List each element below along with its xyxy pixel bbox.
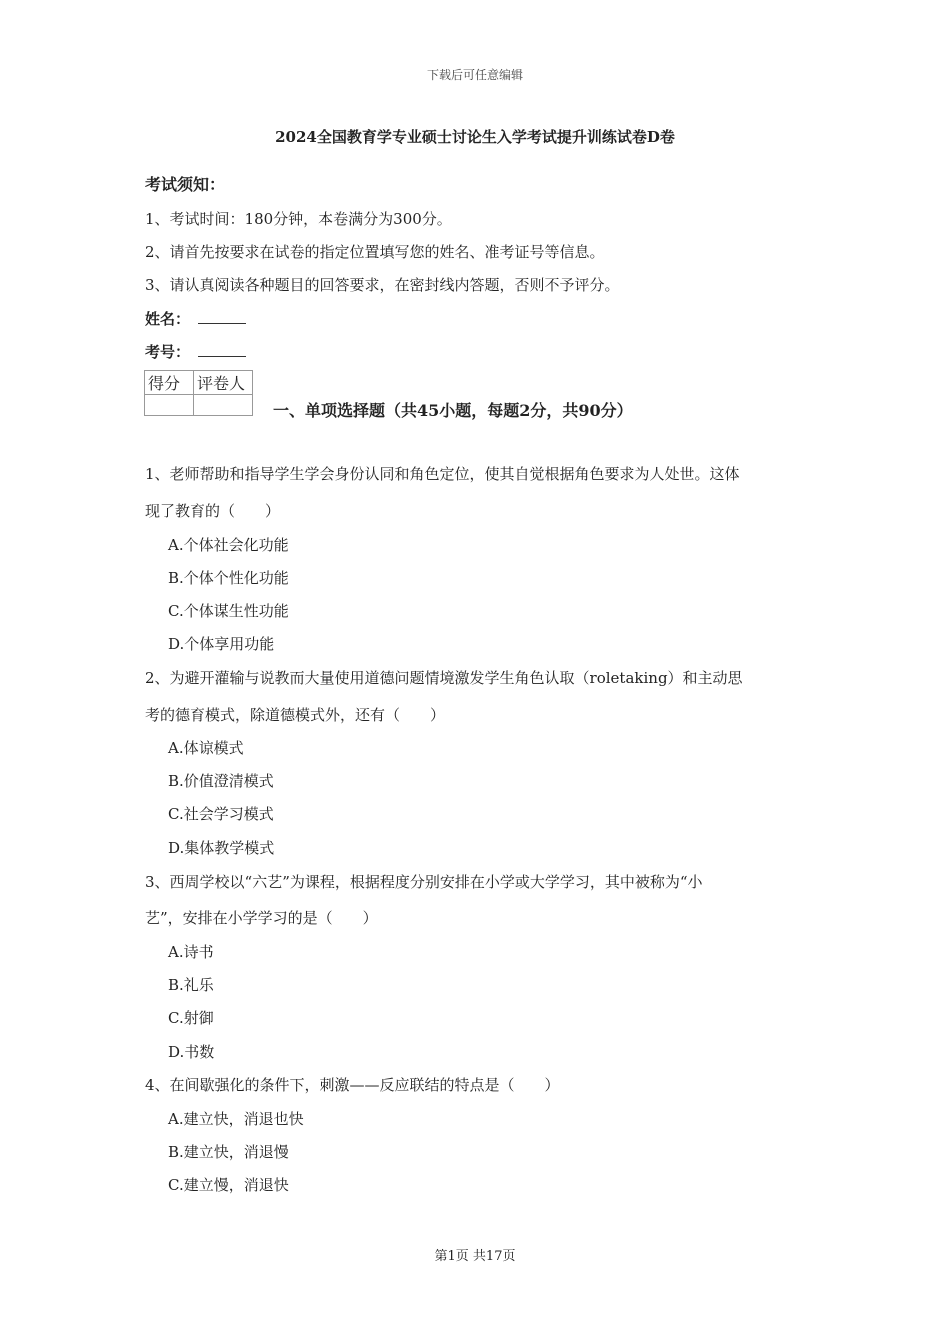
score-cell: [145, 395, 194, 416]
question-option: B.礼乐: [168, 976, 214, 994]
name-blank: [198, 309, 246, 324]
question-text: 艺”，安排在小学学习的是（ ）: [145, 909, 378, 927]
question-option: B.价值澄清模式: [168, 772, 274, 790]
question-option: A.建立快，消退也快: [168, 1110, 304, 1128]
question-option: C.个体谋生性功能: [168, 602, 289, 620]
question-text: 考的德育模式，除道德模式外，还有（ ）: [145, 706, 446, 724]
question-option: C.射御: [168, 1009, 214, 1027]
question-option: B.建立快，消退慢: [168, 1143, 289, 1161]
notice-item: 1、考试时间：180分钟，本卷满分为300分。: [145, 210, 452, 228]
name-label: 姓名：: [145, 310, 191, 328]
question-option: A.诗书: [168, 943, 214, 961]
header-note: 下载后可任意编辑: [426, 68, 523, 82]
question-text: 3、西周学校以“六艺”为课程，根据程度分别安排在小学或大学学习，其中被称为“小: [145, 873, 703, 891]
grader-cell: [194, 395, 253, 416]
question-option: B.个体个性化功能: [168, 569, 289, 587]
score-header: 得分: [145, 371, 194, 395]
notice-item: 2、请首先按要求在试卷的指定位置填写您的姓名、准考证号等信息。: [145, 243, 605, 261]
question-option: C.建立慢，消退快: [168, 1176, 289, 1194]
question-option: D.集体教学模式: [168, 839, 275, 857]
score-box: [144, 370, 253, 416]
question-option: D.个体享用功能: [168, 635, 275, 653]
question-option: D.书数: [168, 1043, 215, 1061]
question-text: 2、为避开灌输与说教而大量使用道德问题情境激发学生角色认取（roletaking）和主动思: [145, 669, 743, 687]
grader-header: 评卷人: [194, 371, 253, 395]
question-text: 4、在间歇强化的条件下，刺激——反应联结的特点是（ ）: [145, 1076, 560, 1094]
page-footer: 第1页 共17页: [434, 1249, 516, 1264]
name-field: [145, 308, 246, 329]
question-option: A.个体社会化功能: [168, 536, 289, 554]
notice-item: 3、请认真阅读各种题目的回答要求，在密封线内答题，否则不予评分。: [145, 276, 620, 294]
question-option: C.社会学习模式: [168, 805, 274, 823]
number-field: [145, 341, 246, 362]
section-title: 一、单项选择题（共45小题，每题2分，共90分）: [273, 401, 633, 420]
document-title: 2024全国教育学专业硕士讨论生入学考试提升训练试卷D卷: [275, 128, 675, 146]
number-blank: [198, 342, 246, 357]
number-label: 考号：: [145, 343, 191, 361]
notice-heading: 考试须知：: [145, 175, 226, 194]
question-text: 1、老师帮助和指导学生学会身份认同和角色定位，使其自觉根据角色要求为人处世。这体: [145, 465, 740, 483]
question-option: A.体谅模式: [168, 739, 244, 757]
question-text: 现了教育的（ ）: [145, 502, 281, 520]
